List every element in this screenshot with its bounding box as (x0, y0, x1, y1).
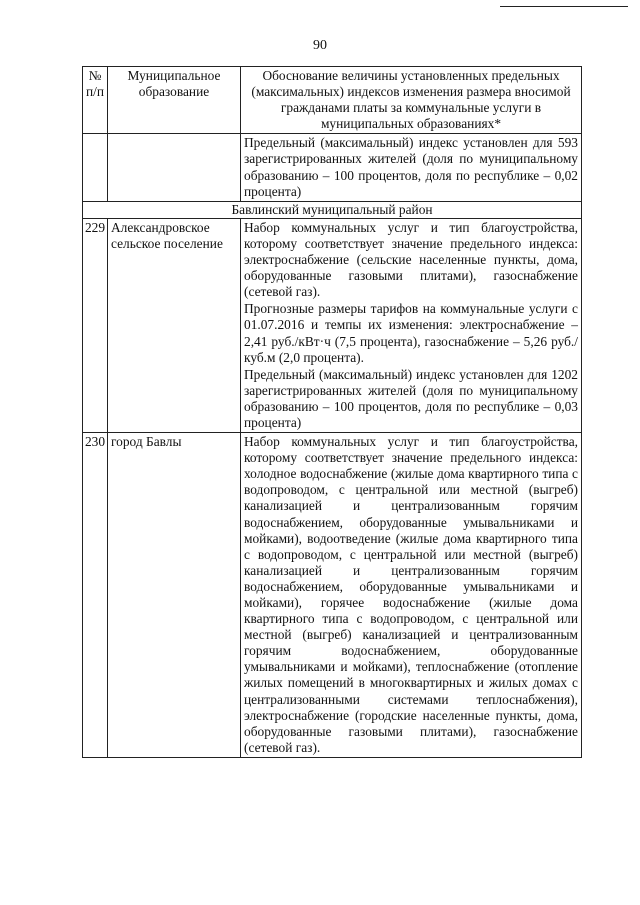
top-rule (500, 6, 628, 7)
paragraph: Предельный (максимальный) индекс установлен для 1202 зарегистрированных жителей (доля по муниципальному образованию – 100 процентов, доля по республике – 0,03 процента) (244, 366, 578, 430)
continuation-text: Предельный (максимальный) индекс установлен для 593 зарегистрированных жителей (доля по муниципальному образованию – 100 процентов, доля по республике – 0,02 процента) (241, 134, 582, 201)
header-municipality: Муниципальное образование (108, 67, 241, 134)
table-row (83, 433, 582, 758)
row-municipality: город Бавлы (108, 433, 241, 758)
section-title: Бавлинский муниципальный район (83, 201, 582, 218)
tariff-index-table (82, 66, 582, 758)
cell-empty (108, 134, 241, 201)
continuation-row (83, 134, 582, 201)
page-number: 90 (313, 38, 327, 53)
row-justification (241, 218, 582, 432)
paragraph: Набор коммунальных услуг и тип благоустройства, которому соответствует значение предельного индекса: электроснабжение (сельские населенные пункты, дома, оборудованные газовыми плитами), газоснабжение (сетевой газ). (244, 219, 578, 300)
header-num: № п/п (83, 67, 108, 134)
paragraph: Прогнозные размеры тарифов на коммунальные услуги с 01.07.2016 и темпы их изменения: электроснабжение – 2,41 руб./кВт·ч (7,5 процента), газоснабжение – 5,26 руб./куб.м (2,0 процента). (244, 301, 578, 365)
row-municipality: Александровское сельское поселение (108, 218, 241, 432)
cell-empty (83, 134, 108, 201)
section-row (83, 201, 582, 218)
row-num: 230 (83, 433, 108, 758)
paragraph: Набор коммунальных услуг и тип благоустройства, которому соответствует значение предельного индекса: холодное водоснабжение (жилые дома квартирного типа с водопроводом, с центральной или местной (выгреб) канализацией и централизованным горячим водоснабжением, оборудованные умывальниками и мойками), водоотведение (жилые дома квартирного типа с водопроводом, с центральной или местной (выгреб) канализацией и централизованным горячим водоснабжением, оборудованные умывальниками и мойками), горячее водоснабжение (жилые дома квартирного типа с водопроводом, с центральной или местной (выгреб) канализацией и централизованным горячим водоснабжением, оборудованные умывальниками и мойками), теплоснабжение (отопление жилых помещений в многоквартирных и жилых домах с централизованными системами теплоснабжения), электроснабжение (городские населенные пункты, дома, оборудованные газовыми плитами), газоснабжение (сетевой газ). (244, 434, 578, 755)
row-justification (241, 433, 582, 758)
table-header-row (83, 67, 582, 134)
header-justification: Обоснование величины установленных предельных (максимальных) индексов изменения размера вносимой гражданами платы за коммунальные услуги в муниципальных образованиях* (241, 67, 582, 134)
row-num: 229 (83, 218, 108, 432)
table-row (83, 218, 582, 432)
